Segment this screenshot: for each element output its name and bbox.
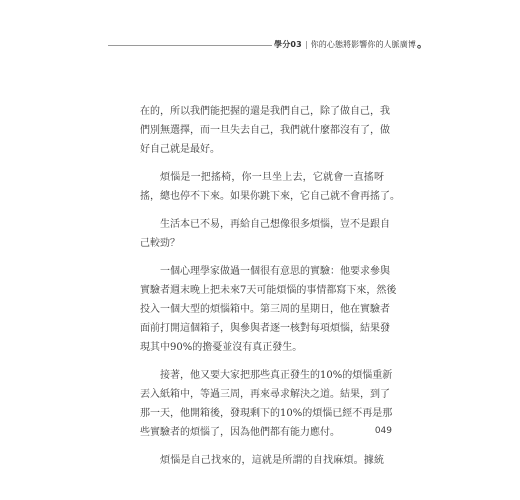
- chapter-title-end: 。: [416, 37, 428, 50]
- text-line: 些實驗者的煩惱了，因為他們都有能力應付。: [140, 427, 340, 438]
- text-line: 現其中90%的擔憂並沒有真正發生。: [140, 342, 303, 353]
- text-line: 實驗者週末晚上把未來7天可能煩惱的事情都寫下來，然後: [140, 285, 397, 296]
- paragraph-2: [140, 168, 400, 206]
- running-header: [272, 37, 428, 51]
- text-line: 們別無選擇，而一旦失去自己，我們就什麼都沒有了，做: [140, 125, 390, 136]
- body-text: [140, 102, 400, 479]
- header-separator: |: [304, 39, 308, 49]
- page-number: 049: [374, 426, 392, 436]
- text-line: 煩惱是一把搖椅，你一旦坐上去，它就會一直搖呀: [160, 172, 384, 183]
- text-line: 一個心理學家做過一個很有意思的實驗：他要求參與: [160, 266, 390, 277]
- text-line: 己較勁？: [140, 238, 180, 249]
- paragraph-6: [140, 451, 384, 470]
- chapter-label: 學分03: [274, 39, 302, 49]
- paragraph-5: [140, 366, 393, 442]
- text-line: 生活本已不易，再給自己想像很多煩惱，豈不是跟自: [160, 219, 390, 230]
- text-line: 那一天，他開箱後，發現剩下的10%的煩惱已經不再是那: [140, 408, 393, 419]
- text-line: 面前打開這個箱子，與參與者逐一核對每項煩惱，結果發: [140, 323, 390, 334]
- chapter-title: 你的心態將影響你的人脈廣博: [310, 39, 416, 49]
- paragraph-1: [140, 102, 390, 159]
- paragraph-4: [140, 262, 397, 357]
- text-line: 搖，總也停不下來。如果你跳下來，它自己就不會再搖了。: [140, 191, 400, 202]
- text-line: 投入一個大型的煩惱箱中。第三周的星期日，他在實驗者: [140, 304, 390, 315]
- text-line: 好自己就是最好。: [140, 144, 220, 155]
- text-line: 煩惱是自己找來的，這就是所謂的自找麻煩。據統: [160, 455, 384, 466]
- text-line: 在的，所以我們能把握的還是我們自己，除了做自己，我: [140, 106, 390, 117]
- text-line: 接著，他又要大家把那些真正發生的10%的煩惱重新: [160, 370, 393, 381]
- text-line: 丟入紙箱中，等過三周，再來尋求解決之道。結果，到了: [140, 389, 390, 400]
- paragraph-3: [140, 215, 390, 253]
